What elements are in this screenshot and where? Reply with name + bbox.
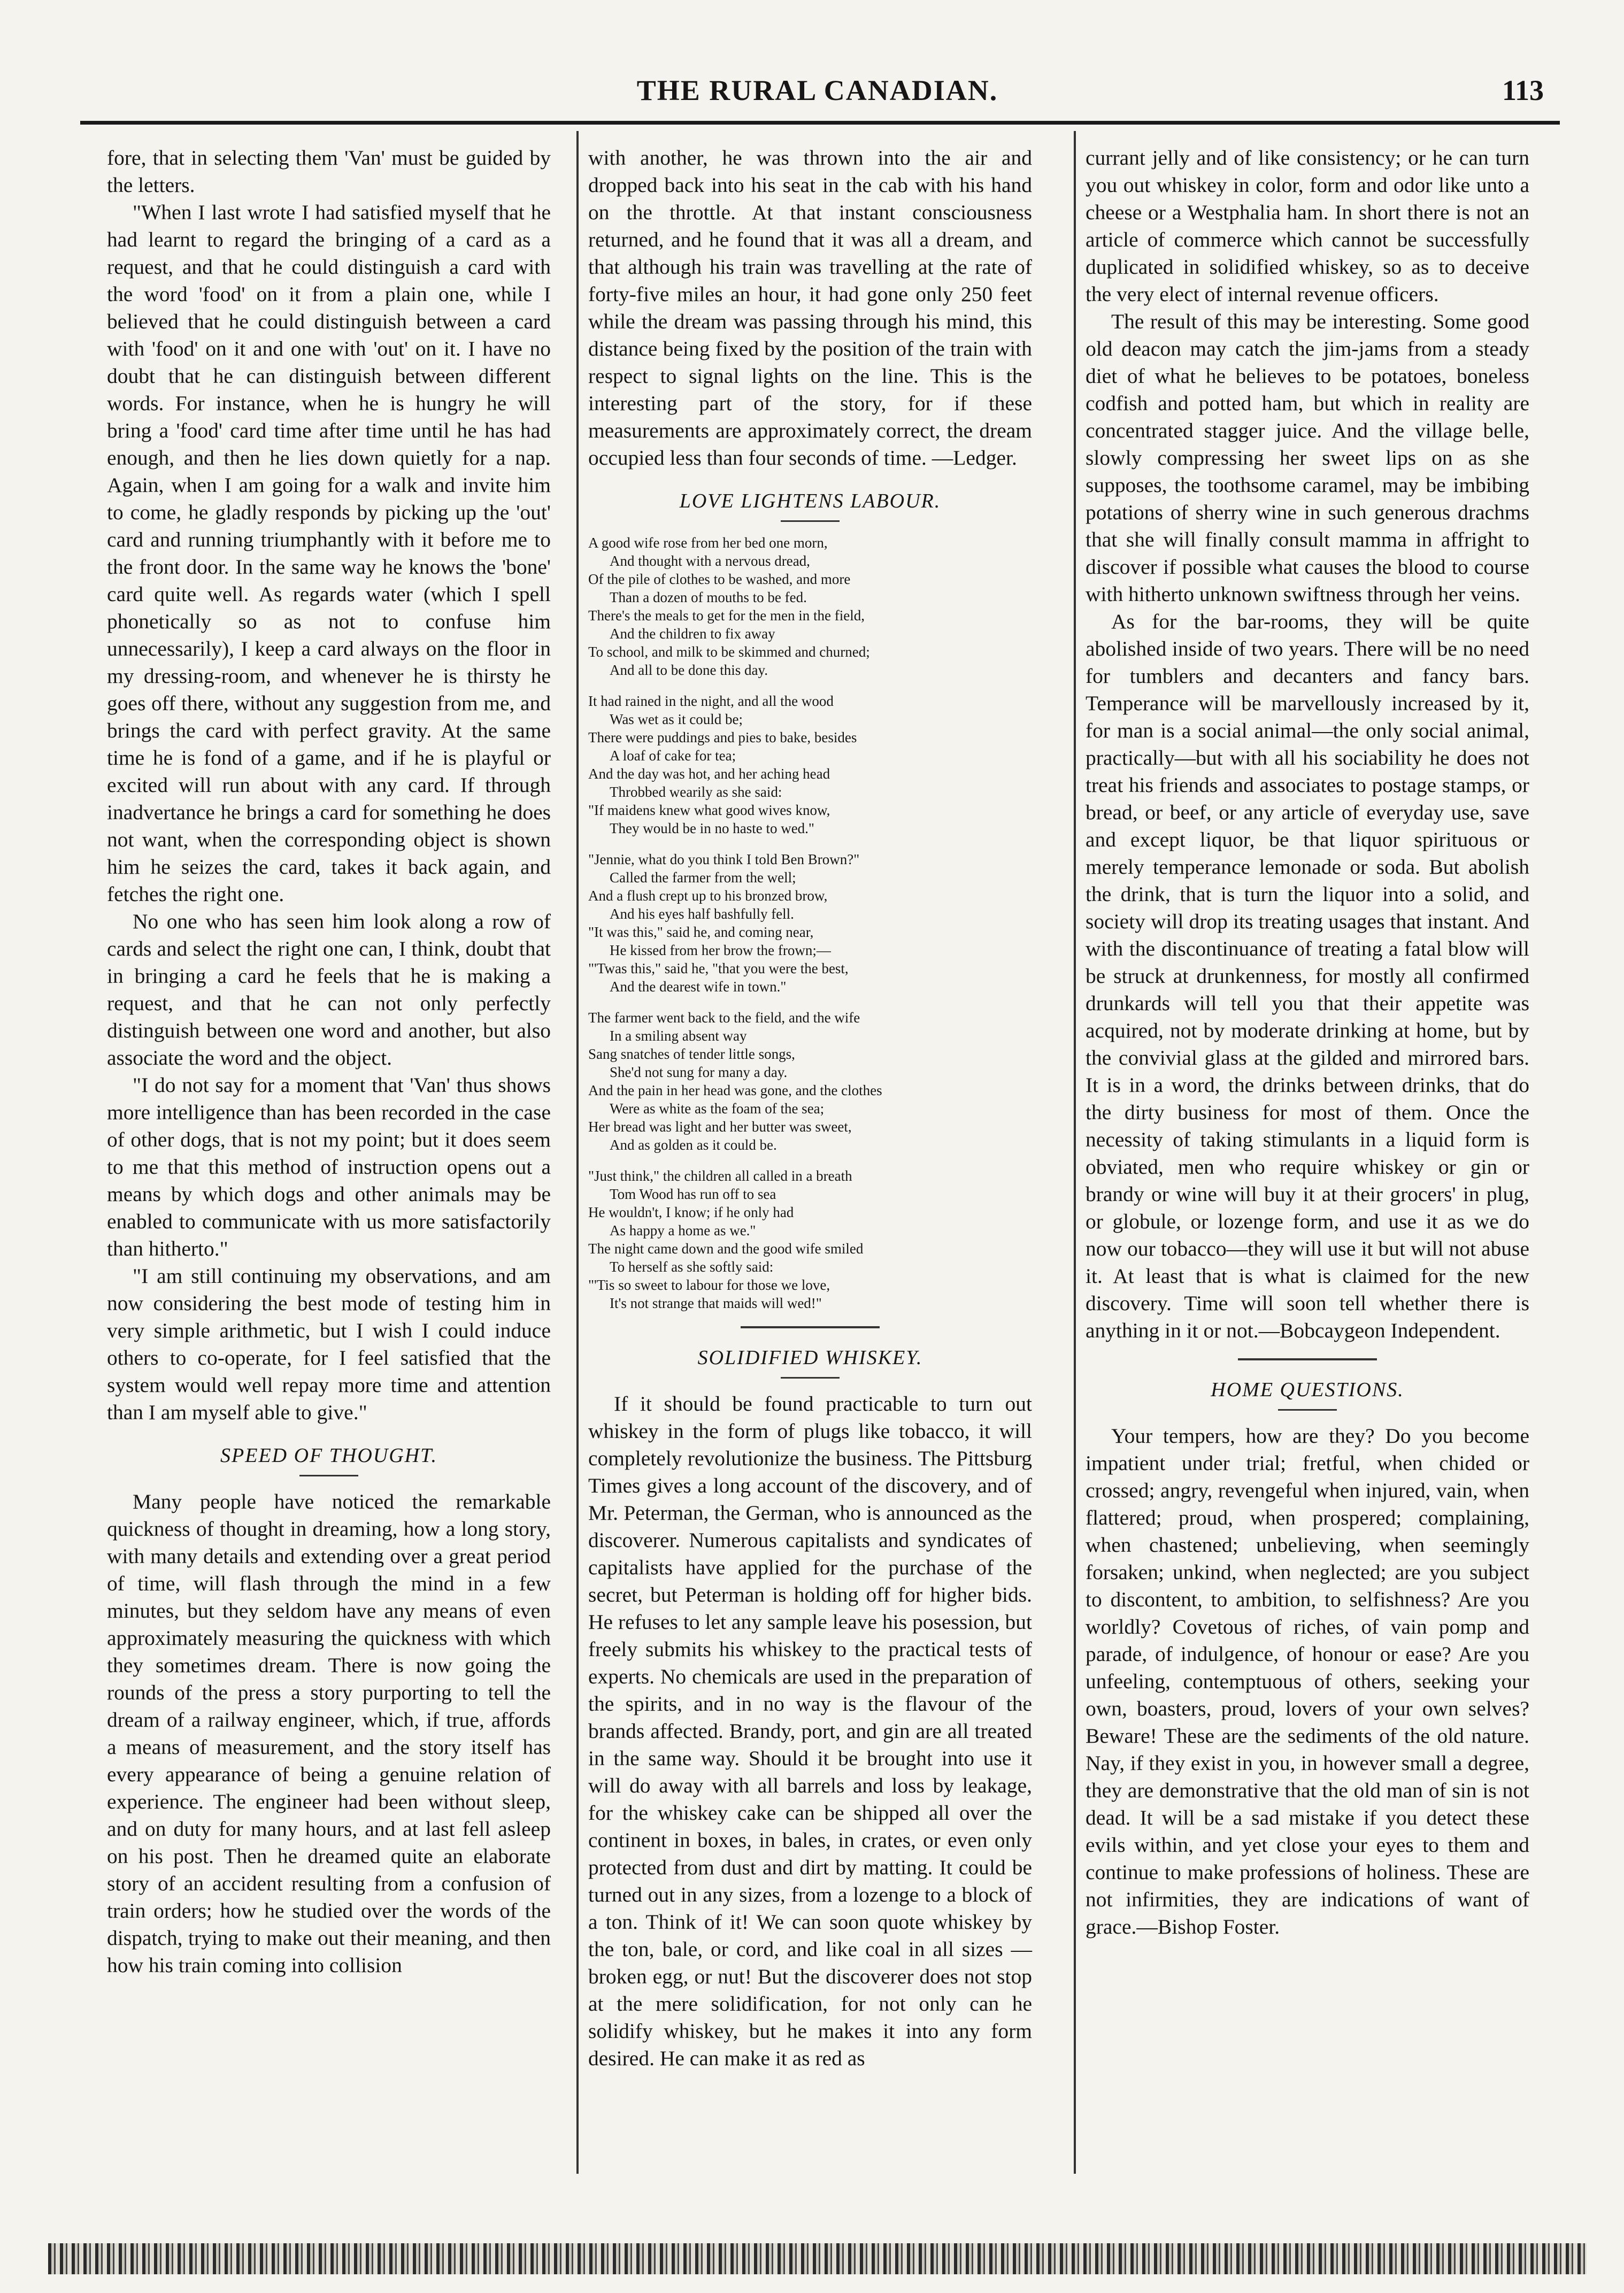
poem-line: There were puddings and pies to bake, besides xyxy=(588,729,857,745)
poem-line: "It was this," said he, and coming near, xyxy=(588,924,814,940)
poem xyxy=(588,534,1032,1312)
poem-stanza xyxy=(588,1167,1032,1312)
poem-title: LOVE LIGHTENS LABOUR. xyxy=(679,490,941,512)
section-rule xyxy=(1238,1358,1377,1360)
poem-line: As happy a home as we." xyxy=(610,1222,756,1238)
poem-line: Her bread was light and her butter was sweet, xyxy=(588,1119,852,1135)
poem-line: Than a dozen of mouths to be fed. xyxy=(610,589,807,605)
poem-line: Called the farmer from the well; xyxy=(610,870,796,886)
heading-rule xyxy=(299,1475,358,1476)
column-2 xyxy=(588,144,1032,2072)
article-heading: SPEED OF THOUGHT. xyxy=(220,1444,437,1467)
poem-line: She'd not sung for many a day. xyxy=(610,1064,788,1080)
paragraph: "I do not say for a moment that 'Van' thus shows more intelligence than has been recorded in the case of other dogs, that is not my point; but it does seem to me that this method of instruction opens out a means by which dogs and other animals may be enabled to communicate with us more satisfactorily than hitherto." xyxy=(107,1073,551,1260)
paragraph: "When I last wrote I had satisfied myself that he had learnt to regard the bringing of a card as a request, and that he could distinguish a card with the word 'food' on it from a plain one, while I believed that he could distinguish between a card with 'food' on it and one with 'out' on it. I have no doubt that he can distinguish between different words. For instance, when he is hungry he will bring a 'food' card time after time until he has had enough, and then he lies down quietly for a nap. Again, when I am going for a walk and invite him to come, he gladly responds by picking up the 'out' card and running triumphantly with it before me to the front door. In the same way he knows the 'bone' card quite well. As regards water (which I spell phonetically so as not to confuse him unnecessarily), I keep a card always on the floor in my dressing-room, and whenever he is thirsty he goes off there, without any suggestion from me, and brings the card with perfect gravity. At the same time he is fond of a game, and if he is playful or excited will run about with any card. If through inadvertance he brings a card for something he does not want, when the corresponding object is shown him he seizes the card, takes it back again, and fetches the right one. xyxy=(107,201,551,906)
page-number: 113 xyxy=(1502,74,1544,106)
paragraph: Many people have noticed the remarkable quickness of thought in dreaming, how a long story, with many details and extending over a great period of time, will flash through the mind in a few minutes, but they seldom have any means of even approximately measuring the quickness with which they sometimes dream. There is now going the rounds of the press a story purporting to tell the dream of a railway engineer, which, if true, affords a means of measurement, and the story itself has every appearance of being a genuine relation of experience. The engineer had been without sleep, and on duty for many hours, and at last fell asleep on his post. Then he dreamed quite an elaborate story of an accident resulting from a confusion of train orders; how he studied over the words of the dispatch, trying to make out their meaning, and then how his train coming into collision xyxy=(107,1490,551,1977)
poem-line: "If maidens knew what good wives know, xyxy=(588,802,830,818)
poem-line: "'Tis so sweet to labour for those we love, xyxy=(588,1277,830,1293)
masthead xyxy=(80,63,1554,106)
poem-line: "Jennie, what do you think I told Ben Brown?" xyxy=(588,851,860,867)
poem-line: To school, and milk to be skimmed and churned; xyxy=(588,644,870,660)
poem-stanza xyxy=(588,850,1032,996)
poem-stanza xyxy=(588,1009,1032,1154)
poem-line: And all to be done this day. xyxy=(610,662,768,678)
poem-line: Throbbed wearily as she said: xyxy=(610,784,782,800)
poem-line: Tom Wood has run off to sea xyxy=(610,1186,776,1202)
poem-line: They would be in no haste to wed." xyxy=(610,820,814,836)
column-1 xyxy=(107,144,551,1979)
heading-rule xyxy=(781,1377,840,1379)
poem-line: Sang snatches of tender little songs, xyxy=(588,1046,795,1062)
poem-line: To herself as she softly said: xyxy=(610,1259,774,1275)
poem-line: And thought with a nervous dread, xyxy=(610,553,810,569)
column-divider xyxy=(1074,131,1076,2174)
paragraph: As for the bar-rooms, they will be quite abolished inside of two years. There will be no need for tumblers and decanters and fancy bars. Temperance will be marvellously increased by it, for man is a social animal—the only social animal, practically—but with all his sociability he does not treat his friends and associates to postage stamps, or bread, or beef, or any article of everyday use, save and except liquor, be that liquor spirituous or merely temperance lemonade or soda. But abolish the drink, that is turn the liquor into a solid, and society will drop its treating usages that instant. And with the discontinuance of treating a fatal blow will be struck at drunkenness, for mostly all confirmed drunkards will tell you that their appetite was acquired, not by moderate drinking at home, but by the convivial glass at the gilded and mirrored bars. It is in a word, the drinks between drinks, that do the dirty business for most of them. Once the necessity of taking stimulants in a liquid form is obviated, men who require whiskey or gin or brandy or wine will buy it at their grocers' in plug, or globule, or lozenge form, and use it as we do now our tobacco—they will use it but will not abuse it. At least that is what is claimed for the new discovery. Time will soon tell whether there is anything in it or not.—Bobcaygeon Independent. xyxy=(1086,610,1529,1342)
poem-line: A good wife rose from her bed one morn, xyxy=(588,535,828,551)
section-rule xyxy=(741,1326,880,1328)
page-bottom-border xyxy=(48,2243,1587,2274)
paragraph: Your tempers, how are they? Do you become impatient under trial; fretful, when chided or crossed; angry, revengeful when injured, vain, when flattered; proud, when prospered; complaining, when chastened; unbelieving, when seemingly forsaken; unkind, when neglected; are you subject to discontent, to ambition, to selfishness? Are you worldly? Covetous of riches, of vain pomp and parade, of indulgence, of honour or ease? Are you unfeeling, contemptuous of others, seeking your own, boasters, proud, lovers of your own selves? Beware! These are the sediments of the old nature. Nay, if they exist in you, in however small a degree, they are demonstrative that the old man of sin is not dead. It will be a sad mistake if you detect these evils within, and yet close your eyes to them and continue to make professions of holiness. These are not infirmities, they are indications of want of grace.—Bishop Foster. xyxy=(1086,1424,1529,1938)
poem-stanza xyxy=(588,534,1032,679)
poem-line: And his eyes half bashfully fell. xyxy=(610,906,794,922)
poem-line: The night came down and the good wife smiled xyxy=(588,1241,864,1257)
poem-line: In a smiling absent way xyxy=(610,1028,747,1044)
paragraph: with another, he was thrown into the air and dropped back into his seat in the cab with his hand on the throttle. At that instant consciousness returned, and he found that it was all a dream, and that although his train was travelling at the rate of forty-five miles an hour, it had gone only 250 feet while the dream was passing through his mind, this distance being fixed by the position of the train with respect to signal lights on the line. This is the interesting part of the story, for if these measurements are approximately correct, the dream occupied less than four seconds of time. —Ledger. xyxy=(588,146,1032,470)
poem-line: And the pain in her head was gone, and the clothes xyxy=(588,1082,882,1098)
page-title: THE RURAL CANADIAN. xyxy=(636,74,998,106)
paragraph: "I am still continuing my observations, and am now considering the best mode of testing him in very simple arithmetic, but I wish I could induce others to co-operate, for I feel satisfied that the system would well repay more time and attention than I am myself able to give." xyxy=(107,1264,551,1424)
poem-line: Was wet as it could be; xyxy=(610,711,743,727)
column-divider xyxy=(576,131,579,2174)
heading-rule xyxy=(1278,1409,1337,1411)
poem-line: And a flush crept up to his bronzed brow, xyxy=(588,888,828,904)
poem-line: He kissed from her brow the frown;— xyxy=(610,942,831,958)
paragraph: currant jelly and of like consistency; or he can turn you out whiskey in color, form and odor like unto a cheese or a Westphalia ham. In short there is not an article of commerce which cannot be successfully duplicated in solidified whiskey, so as to deceive the very elect of internal revenue officers. xyxy=(1086,146,1529,306)
poem-line: The farmer went back to the field, and the wife xyxy=(588,1010,860,1026)
paragraph: fore, that in selecting them 'Van' must be guided by the letters. xyxy=(107,146,551,197)
poem-line: Were as white as the foam of the sea; xyxy=(610,1101,825,1117)
paragraph: The result of this may be interesting. Some good old deacon may catch the jim-jams from a steady diet of what he believes to be potatoes, boneless codfish and potted ham, but which in reality are concentrated stagger juice. And the village belle, slowly compressing her sweet lips on as she supposes, the toothsome caramel, may be imbibing potations of sherry wine in such generous drachms that she will finally consult mamma in affright to discover if possible what causes the blood to course with hitherto unknown swiftness through her veins. xyxy=(1086,310,1529,606)
poem-line: "Just think," the children all called in a breath xyxy=(588,1168,852,1184)
poem-line: He wouldn't, I know; if he only had xyxy=(588,1204,794,1220)
poem-line: And the day was hot, and her aching head xyxy=(588,766,830,782)
poem-line: And the dearest wife in town." xyxy=(610,979,787,995)
heading-rule xyxy=(781,520,840,522)
poem-line: And the children to fix away xyxy=(610,626,775,642)
column-3 xyxy=(1086,144,1529,1941)
poem-line: "'Twas this," said he, "that you were the best, xyxy=(588,960,849,976)
poem-line: A loaf of cake for tea; xyxy=(610,748,736,764)
poem-line: It had rained in the night, and all the wood xyxy=(588,693,834,709)
poem-line: It's not strange that maids will wed!" xyxy=(610,1295,822,1311)
paragraph: No one who has seen him look along a row of cards and select the right one can, I think, doubt that in bringing a card he feels that he is making a request, and that he can not only perfectly distinguish between one word and another, but also associate the word and the object. xyxy=(107,910,551,1069)
poem-line: And as golden as it could be. xyxy=(610,1137,777,1153)
article-heading: HOME QUESTIONS. xyxy=(1211,1379,1404,1401)
poem-line: Of the pile of clothes to be washed, and more xyxy=(588,571,851,587)
article-heading: SOLIDIFIED WHISKEY. xyxy=(697,1346,923,1369)
paragraph: If it should be found practicable to turn out whiskey in the form of plugs like tobacco, it will completely revolutionize the business. The Pittsburg Times gives a long account of the discovery, and of Mr. Peterman, the German, who is announced as the discoverer. Numerous capitalists and syndicates of capitalists have applied for the purchase of the secret, but Peterman is holding off for higher bids. He refuses to let any sample leave his posession, but freely submits his whiskey to the practical tests of experts. No chemicals are used in the preparation of the spirits, and in no way is the flavour of the brands affected. Brandy, port, and gin are all treated in the same way. Should it be brought into use it will do away with all barrels and loss by leakage, for the whiskey cake can be shipped all over the continent in boxes, in bales, in crates, or even only protected from dust and dirt by matting. It could be turned out in any sizes, from a lozenge to a block of a ton. Think of it! We can soon quote whiskey by the ton, bale, or cord, and like coal in all sizes —broken egg, or nut! But the discoverer does not stop at the mere solidification, for not only can he solidify whiskey, but he makes it into any form desired. He can make it as red as xyxy=(588,1392,1032,2070)
poem-line: There's the meals to get for the men in the field, xyxy=(588,607,865,624)
header-rule xyxy=(80,121,1560,125)
poem-stanza xyxy=(588,692,1032,837)
